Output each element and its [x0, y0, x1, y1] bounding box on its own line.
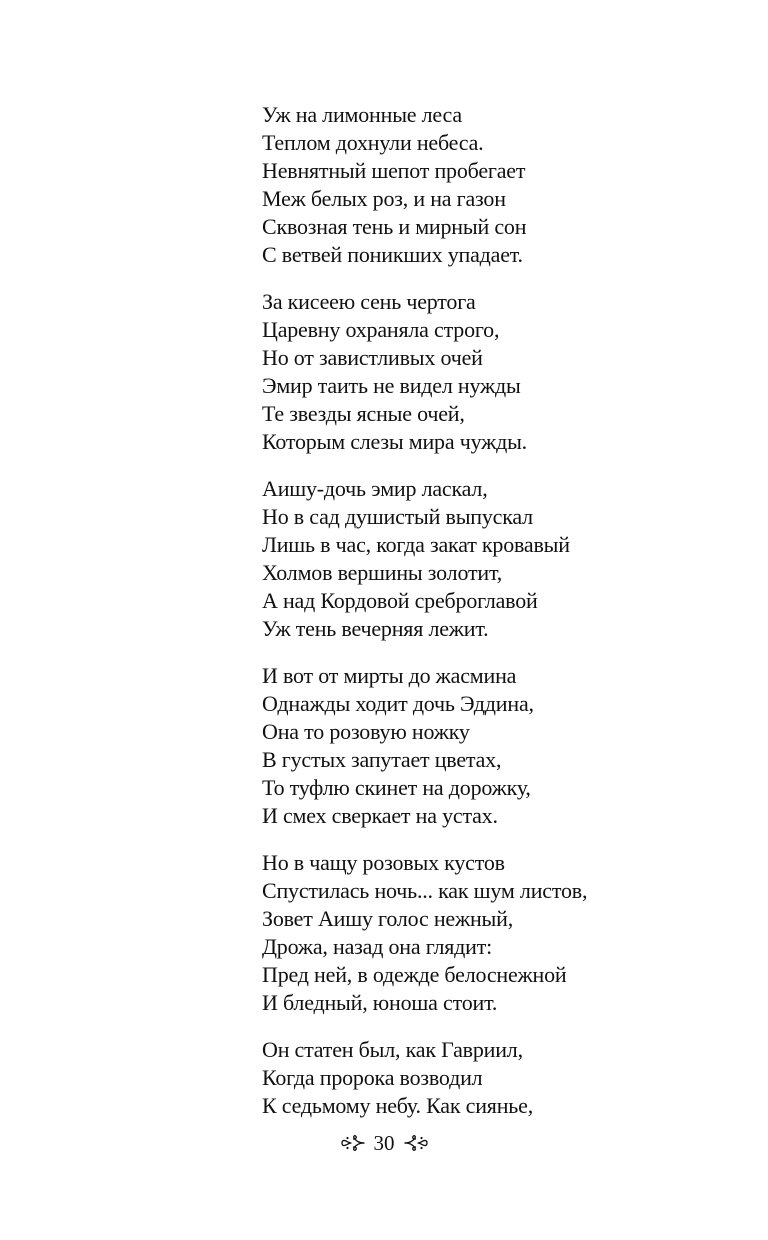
poem-line: К седьмому небу. Как сиянье,: [262, 1093, 533, 1118]
poem-line: Теплом дохнули небеса.: [262, 130, 484, 155]
poem-line: За кисеею сень чертога: [262, 289, 476, 314]
poem-line: Сквозная тень и мирный сон: [262, 214, 527, 239]
poem-text: [262, 101, 732, 1139]
poem-line: Эмир таить не видел нужды: [262, 373, 521, 398]
stanza-1: [262, 101, 732, 269]
poem-line: То туфлю скинет на дорожку,: [262, 775, 531, 800]
poem-line: А над Кордовой среброглавой: [262, 588, 538, 613]
stanza-6: [262, 1036, 732, 1120]
poem-line: Уж тень вечерняя лежит.: [262, 616, 489, 641]
poem-line: Но в сад душистый выпускал: [262, 504, 533, 529]
poem-line: Пред ней, в одежде белоснежной: [262, 962, 567, 987]
poem-line: Но от завистливых очей: [262, 345, 483, 370]
poem-line: Меж белых роз, и на газон: [262, 186, 506, 211]
page-footer: [0, 1130, 768, 1156]
poem-line: Когда пророка возводил: [262, 1065, 483, 1090]
poem-line: С ветвей поникших упадает.: [262, 242, 523, 267]
poem-line: Аишу-дочь эмир ласкал,: [262, 476, 488, 501]
poem-line: Невнятный шепот пробегает: [262, 158, 526, 183]
poem-line: Которым слезы мира чужды.: [262, 429, 527, 454]
poem-line: Уж на лимонные леса: [262, 102, 462, 127]
stanza-2: [262, 288, 732, 456]
page-number: 30: [373, 1131, 395, 1155]
stanza-3: [262, 475, 732, 643]
poem-line: Зовет Аишу голос нежный,: [262, 906, 514, 931]
poem-line: Спустилась ночь... как шум листов,: [262, 878, 588, 903]
poem-line: Но в чащу розовых кустов: [262, 850, 505, 875]
poem-line: Дрожа, назад она глядит:: [262, 934, 493, 959]
poem-line: Холмов вершины золотит,: [262, 560, 502, 585]
fleuron-ornament-icon: [340, 1134, 366, 1152]
poem-line: И бледный, юноша стоит.: [262, 990, 498, 1015]
poem-line: Те звезды ясные очей,: [262, 401, 465, 426]
stanza-4: [262, 662, 732, 830]
poem-line: Однажды ходит дочь Эддина,: [262, 691, 534, 716]
poem-line: В густых запутает цветах,: [262, 747, 502, 772]
poem-line: И смех сверкает на устах.: [262, 803, 498, 828]
poem-line: Он статен был, как Гавриил,: [262, 1037, 523, 1062]
fleuron-ornament-icon: [403, 1134, 429, 1152]
stanza-5: [262, 849, 732, 1017]
poem-line: Царевну охраняла строго,: [262, 317, 500, 342]
poem-line: Лишь в час, когда закат кровавый: [262, 532, 570, 557]
poem-line: И вот от мирты до жасмина: [262, 663, 517, 688]
poem-line: Она то розовую ножку: [262, 719, 470, 744]
